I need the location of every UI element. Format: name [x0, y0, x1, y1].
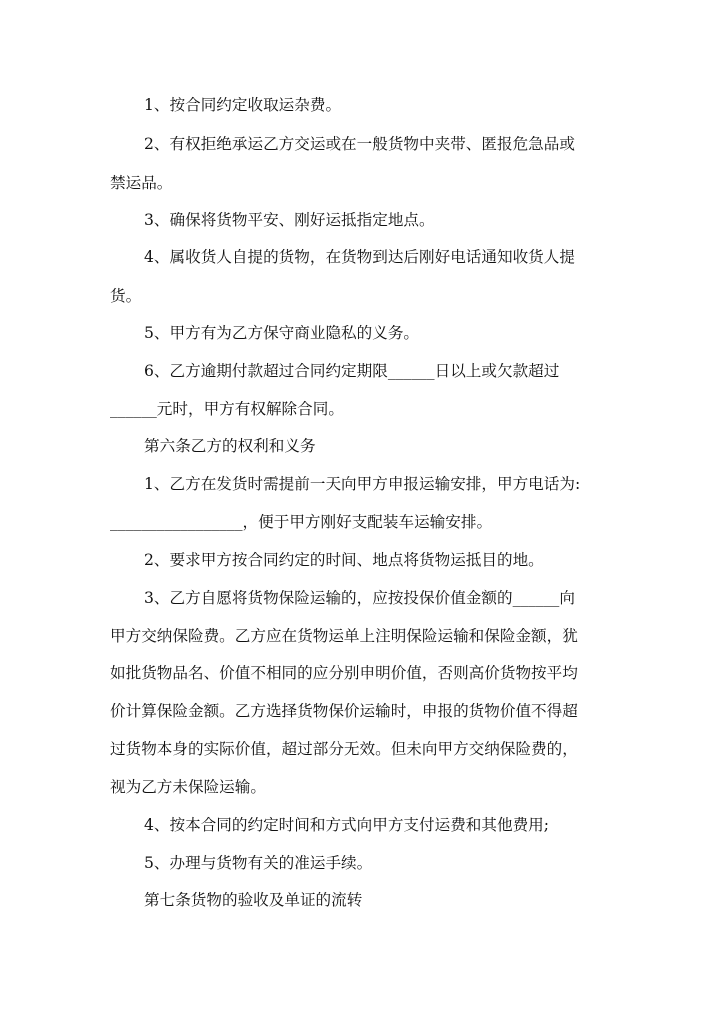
clause-6-item-3-cont-5: 视为乙方未保险运输。 — [110, 778, 266, 796]
clause-6-item-3: 3、乙方自愿将货物保险运输的，应按投保价值金额的______向 — [144, 589, 575, 607]
clause-6-item-3-cont-2: 如批货物品名、价值不相同的应分别申明价值，否则高价货物按平均 — [110, 664, 578, 682]
clause-5-item-4: 4、属收货人自提的货物，在货物到达后刚好电话通知收货人提 — [144, 248, 575, 266]
clause-5-item-3: 3、确保将货物平安、刚好运抵指定地点。 — [144, 211, 435, 229]
clause-6-item-1-cont: _________________，便于甲方刚好支配装车运输安排。 — [110, 513, 493, 531]
clause-6-item-3-cont-4: 过货物本身的实际价值，超过部分无效。但未向甲方交纳保险费的， — [110, 740, 578, 758]
clause-5-item-2: 2、有权拒绝承运乙方交运或在一般货物中夹带、匿报危急品或 — [144, 135, 575, 153]
clause-5-item-1: 1、按合同约定收取运杂费。 — [144, 96, 342, 114]
clause-5-item-2-cont: 禁运品。 — [110, 174, 173, 192]
clause-6-item-3-cont-3: 价计算保险金额。乙方选择货物保价运输时，申报的货物价值不得超 — [110, 702, 578, 720]
clause-7-heading: 第七条货物的验收及单证的流转 — [144, 891, 363, 909]
clause-6-heading: 第六条乙方的权利和义务 — [144, 437, 316, 455]
clause-6-item-4: 4、按本合同的约定时间和方式向甲方支付运费和其他费用; — [144, 816, 550, 834]
clause-5-item-6: 6、乙方逾期付款超过合同约定期限______日以上或欠款超过 — [144, 362, 560, 380]
clause-5-item-6-cont: ______元时，甲方有权解除合同。 — [110, 400, 344, 418]
clause-6-item-3-cont-1: 甲方交纳保险费。乙方应在货物运单上注明保险运输和保险金额，犹 — [110, 627, 578, 645]
clause-6-item-5: 5、办理与货物有关的准运手续。 — [144, 854, 373, 872]
clause-6-item-2: 2、要求甲方按合同约定的时间、地点将货物运抵目的地。 — [144, 551, 544, 569]
clause-5-item-5: 5、甲方有为乙方保守商业隐私的义务。 — [144, 324, 420, 342]
clause-5-item-4-cont: 货。 — [110, 287, 142, 305]
clause-6-item-1: 1、乙方在发货时需提前一天向甲方申报运输安排，甲方电话为: — [144, 475, 581, 493]
